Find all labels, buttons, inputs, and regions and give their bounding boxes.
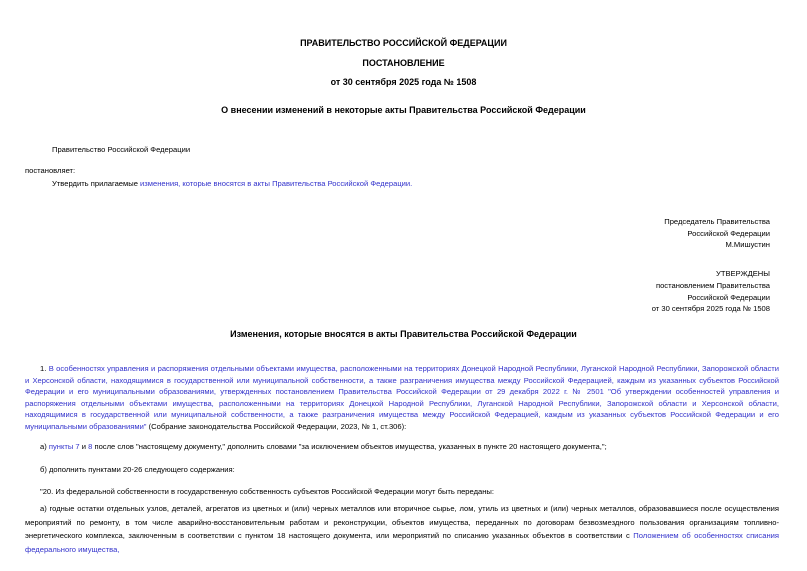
item1-citation: (Собрание законодательства Российской Федерации, 2023, № 1, ст.306): [146,421,407,431]
clause-8-link[interactable]: 8 [88,442,93,451]
annex-item-1 [25,363,779,433]
decree-word: постановляет: [25,166,76,175]
item20a-text: а) годные остатки отдельных узлов, деталей, агрегатов из цветных и (или) черных металлов или вторичное сырье, лом, утиль из цветных и (или) черных металлов, образовавшиеся после осуществления мероприятий по ремонту, в том числе аварийно-восстановительным работам и реконструкции, объектов имущества, переданных по договорам безвозмездного пользования организациям топливно-энергетического комплекса, заключенным в соответствии с пунктом 18 настоящего документа, или мероприятий по списанию указанных объектов в соответствии с [25,504,779,540]
clause-7-link[interactable]: пункты 7 [48,442,80,451]
resolution-2501-link[interactable]: В особенностях управления и распоряжения отдельными объектами имущества, расположенными на территориях Донецкой Народной Республики, Луганской Народной Республики, Запорожской области и Херсонской области, находящимися в государственной или муниципальной собственности, а также разграничения имущества между Российской Федерацией, каждым из указанных субъектов Российской Федерации и его муниципальными образованиями, утвержденных постановлением Правительства Российской Федерации от 29 декабря 2022 г. № 2501 "Об утверждении особенностей управления и распоряжения отдельными объектами имущества, расположенными на территориях Донецкой Народной Республики, Луганской Народной Республики, Запорожской области и Херсонской области, находящимися в государственной или муниципальной собственности, а также разграничения имущества между Российской Федерацией, каждым из указанных субъектов Российской Федерации и его муниципальными образованиями" [25,364,779,431]
signature-block [664,216,770,251]
writeoff-regulation-link[interactable]: Положением об особенностях списания федерального имущества, [25,531,779,554]
preamble-intro: Правительство Российской Федерации [52,145,191,154]
approve-paragraph [52,179,777,188]
signer-position-line2: Российской Федерации [687,228,770,238]
annex-title: Изменения, которые вносятся в акты Правительства Российской Федерации [230,329,577,339]
approval-stamp-line4: от 30 сентября 2025 года № 1508 [651,304,770,314]
item1a-prefix: а) [40,442,49,451]
approval-stamp-line1: УТВЕРЖДЕНЫ [716,269,770,278]
item1a-rest: после слов "настоящему документу," дополнить словами "за исключением объектов имущества, указанных в пункте 20 настоящего документа,"; [92,442,607,451]
item1a-conjunction: и [79,442,89,451]
government-name: ПРАВИТЕЛЬСТВО РОССИЙСКОЙ ФЕДЕРАЦИИ [300,38,507,48]
doc-title: О внесении изменений в некоторые акты Правительства Российской Федерации [221,105,586,115]
approval-stamp [652,268,770,315]
item1-number: 1. [40,364,49,373]
approve-text: Утвердить прилагаемые [52,179,141,188]
approval-stamp-line3: Российской Федерации [687,292,770,302]
annex-item-20: "20. Из федеральной собственности в государственную собственность субъектов Российской Федерации могут быть переданы: [40,487,494,496]
annex-item-1b: б) дополнить пунктами 20-26 следующего содержания: [40,465,235,474]
annex-item-20a [25,502,779,556]
doc-date-number: от 30 сентября 2025 года № 1508 [330,77,477,87]
signer-name: М.Мишустин [725,240,770,249]
signer-position-line1: Председатель Правительства [664,217,770,226]
doc-type: ПОСТАНОВЛЕНИЕ [362,58,445,68]
changes-document-link[interactable]: изменения, которые вносятся в акты Правительства Российской Федерации. [140,179,413,188]
annex-item-1a [25,441,779,453]
approval-stamp-line2: постановлением Правительства [655,280,770,290]
